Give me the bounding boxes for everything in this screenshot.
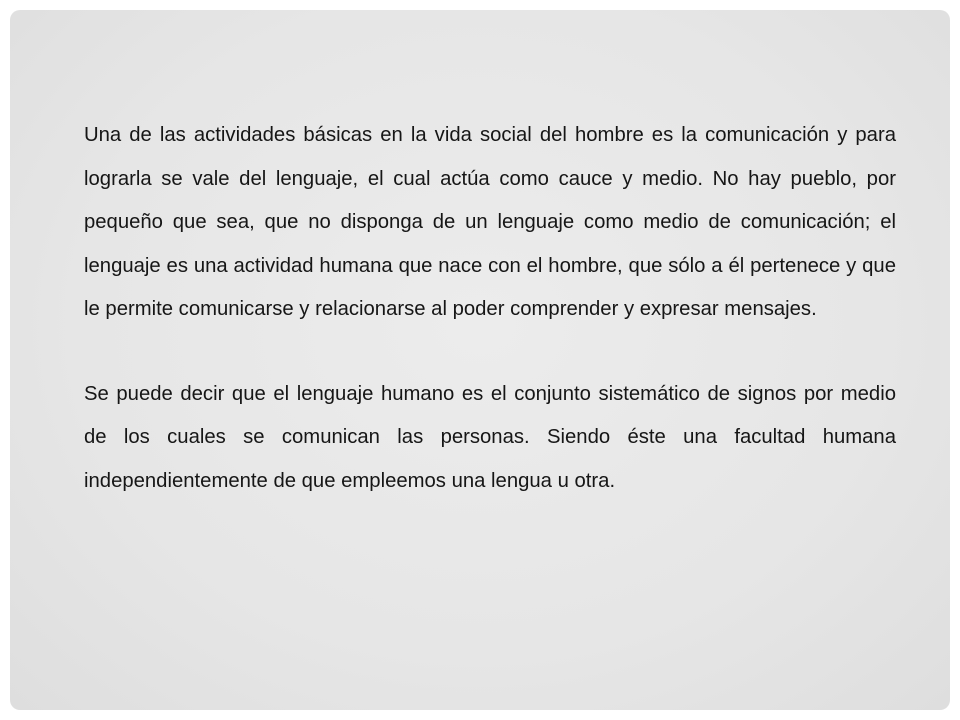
- paragraph-2: Se puede decir que el lenguaje humano es el conjunto sistemático de signos por medio de los cuales se comunican las personas. Siendo éste una facultad humana independientemente de que empleemos una lengua u otra.: [84, 382, 896, 492]
- slide-panel: [10, 10, 950, 710]
- paragraph-1: Una de las actividades básicas en la vida social del hombre es la comunicación y para lograrla se vale del lenguaje, el cual actúa como cauce y medio. No hay pueblo, por pequeño que sea, que no disponga de un lenguaje como medio de comunicación; el lenguaje es una actividad humana que nace con el hombre, que sólo a él pertenece y que le permite comunicarse y relacionarse al poder comprender y expresar mensajes.: [84, 124, 896, 320]
- slide-text-body: [84, 114, 896, 503]
